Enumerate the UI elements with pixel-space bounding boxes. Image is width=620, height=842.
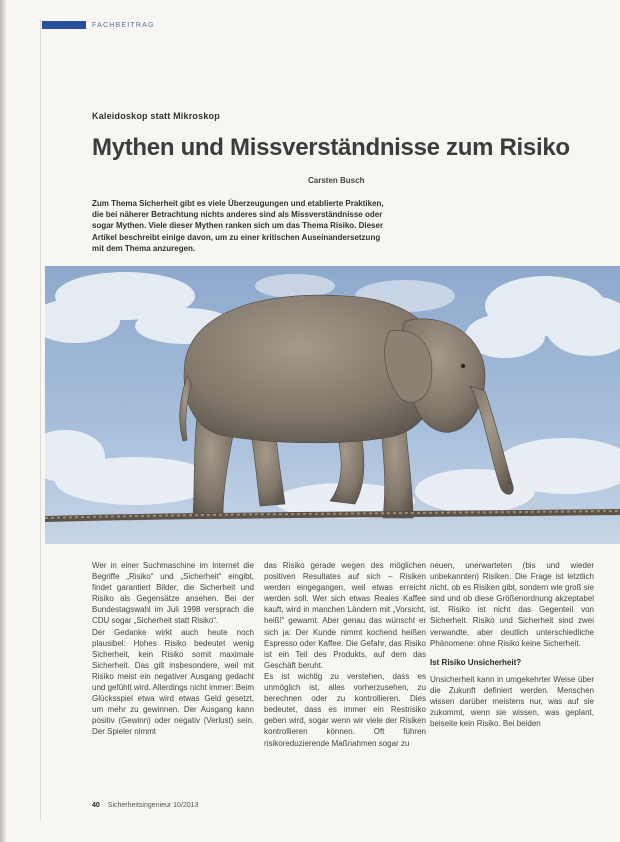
page-footer bbox=[92, 802, 198, 809]
publication-name: Sicherheitsingenieur 10/2013 bbox=[107, 802, 199, 809]
page-number: 40 bbox=[92, 802, 100, 809]
article-title: Mythen und Missverständnisse zum Risiko bbox=[92, 134, 570, 161]
section-rubric bbox=[42, 21, 155, 29]
article-photo bbox=[45, 266, 620, 544]
section-subheading: Ist Risiko Unsicherheit? bbox=[430, 657, 522, 667]
elephant-on-tightrope-image bbox=[45, 266, 620, 544]
paragraph: Der Gedanke wirkt auch heute noch plausibel: Hohes Risiko bedeutet wenig Sicherheit, kein Risiko somit maximale Sicherheit. Das gilt insbesondere, weil mit Risiko meist ein negativer Ausgang gedacht und gefühlt wird. Allerdings nicht immer: Beim Glücksspiel etwa wird etwas Geld gesetzt, um mehr zu gewinnen. Der Ausgang kann positiv (Gewinn) oder negativ (Verlust) sein. Der Spieler nimmt bbox=[92, 627, 254, 737]
paragraph: Es ist wichtig zu verstehen, dass es unmöglich ist, alles vorherzusehen, zu berechnen oder zu kontrollieren. Dies bedeutet, dass es immer ein Restrisiko geben wird, sogar wenn wir viele der Risiken kontrollieren können. Oft führen risikoreduzierende Maßnahmen sogar zu bbox=[264, 671, 426, 748]
text-column-2 bbox=[264, 560, 426, 749]
article-author: Carsten Busch bbox=[308, 176, 365, 185]
text-column-3 bbox=[430, 560, 594, 729]
article-lead: Zum Thema Sicherheit gibt es viele Überzeugungen und etablierte Praktiken, die bei näherer Betrachtung nichts anderes sind als Missverständnisse oder sogar Mythen. Viele dieser Mythen ranken sich um das Thema Risiko. Dieser Artikel beschreibt einige davon, um zu einer kritischen Auseinandersetzung mit dem Thema anzuregen. bbox=[92, 199, 384, 253]
text-column-1 bbox=[92, 560, 254, 738]
paragraph: Unsicherheit kann in umgekehrter Weise über die Zukunft definiert werden. Menschen wissen darüber meistens nur, was auf sie zukommt, wenn sie wissen, was geplant, beiseite kein Risiko. Bei beiden bbox=[430, 674, 594, 729]
scan-edge bbox=[0, 0, 6, 842]
elephant-eye bbox=[461, 364, 465, 368]
paragraph: neuen, unerwarteten (bis und wieder unbekannten) Risiken. Die Frage ist letztlich nicht, ob es Risiken gibt, sondern wie groß sie sind und ob diese Größenordnung akzeptabel ist. Risiko ist nicht das Gegenteil von Sicherheit. Risiko und Sicherheit sind zwei verwandte, aber deutlich unterschiedliche Phänomene: ohne Risiko keine Sicherheit. bbox=[430, 561, 594, 648]
page-margin-line bbox=[40, 20, 41, 820]
paragraph: das Risiko gerade wegen des möglichen positiven Resultates auf sich – Risiken werden eingegangen, weil etwas erreicht werden soll. Wer sich etwas Reales Kaffee kauft, wird in manchen Ländern mit „Vorsicht, heiß!“ gewarnt. Aber genau das wünscht er sich ja: Der Kunde nimmt kochend heißen Espresso oder Kaffee. Die Gefahr, das Risiko ist ein Teil des Produkts, auf dem das Geschäft beruht. bbox=[264, 561, 426, 670]
paragraph: Wer in einer Suchmaschine im Internet die Begriffe „Risiko“ und „Sicherheit“ eingibt, findet garantiert Bilder, die Sicherheit und Risiko als Gegensätze ansehen. Bei der Bundestagswahl im Juli 1998 versprach die CDU sogar „Sicherheit statt Risiko“. bbox=[92, 561, 254, 626]
rubric-color-bar bbox=[42, 21, 86, 29]
article-kicker: Kaleidoskop statt Mikroskop bbox=[92, 111, 220, 121]
rubric-label: FACHBEITRAG bbox=[92, 21, 155, 29]
